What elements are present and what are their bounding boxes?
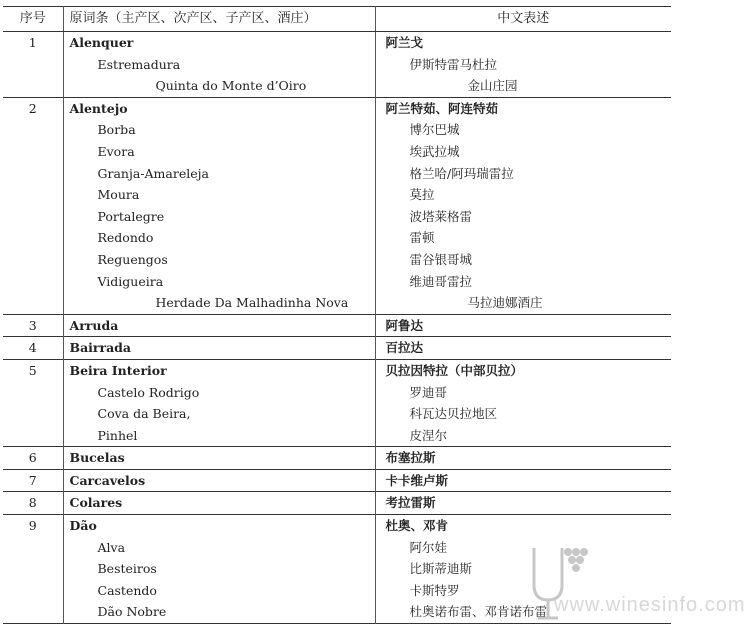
region-name-zh: 杜奥、邓肯: [385, 518, 449, 534]
entry-number-text: 5: [28, 362, 37, 378]
subregion-name-zh: 皮涅尔: [409, 427, 448, 443]
subregion-name-zh: 卡斯特罗: [409, 582, 460, 598]
subregion-name-zh: 杜奥诺布雷、邓肯诺布雷: [409, 604, 548, 620]
header-original: 原词条（主产区、次产区、子产区、酒庄）: [63, 7, 375, 32]
subregion-name: Cova da Beira,: [97, 406, 191, 422]
subregion-name: Castelo Rodrigo: [97, 384, 200, 400]
subregion-name: Moura: [97, 187, 140, 203]
original-terms: [63, 97, 375, 314]
subregion-name: Vidigueira: [97, 273, 164, 289]
subregion-name: Evora: [97, 143, 135, 159]
entry-number-text: 6: [28, 450, 37, 466]
table-row: [3, 469, 671, 492]
region-name-zh: 卡卡维卢斯: [385, 472, 449, 488]
estate-name-zh: 金山庄园: [467, 78, 518, 94]
subregion-name: Borba: [97, 122, 136, 138]
region-name-zh: 贝拉因特拉（中部贝拉）: [385, 362, 524, 378]
subregion-name-zh: 波塔莱格雷: [409, 208, 473, 224]
subregion-name: Dão Nobre: [97, 604, 167, 620]
entry-number: [3, 515, 63, 624]
table-row: [3, 337, 671, 360]
original-terms: [63, 314, 375, 337]
chinese-terms: [375, 492, 671, 515]
subregion-name: Castendo: [97, 582, 157, 598]
region-name: Alenquer: [69, 35, 134, 50]
region-name: Alentejo: [69, 100, 128, 116]
entry-number-text: 7: [28, 472, 37, 488]
subregion-name-zh: 格兰哈/阿玛瑞雷拉: [409, 165, 514, 181]
subregion-name: Estremadura: [97, 56, 181, 72]
entry-number-text: 8: [28, 495, 37, 511]
entry-number: [3, 337, 63, 360]
entry-number: [3, 469, 63, 492]
region-name-zh: 阿兰特茹、阿连特茹: [385, 100, 499, 116]
entry-number: [3, 314, 63, 337]
chinese-terms: [375, 314, 671, 337]
subregion-name-zh: 阿尔娃: [409, 539, 448, 555]
table-row: [3, 359, 671, 446]
region-name-zh: 考拉雷斯: [385, 495, 436, 511]
original-terms: [63, 359, 375, 446]
chinese-terms: [375, 337, 671, 360]
header-chinese: 中文表述: [375, 7, 671, 32]
subregion-name: Redondo: [97, 230, 154, 246]
subregion-name: Besteiros: [97, 561, 157, 577]
chinese-terms: [375, 447, 671, 470]
subregion-name-zh: 博尔巴城: [409, 122, 460, 138]
subregion-name-zh: 雷顿: [409, 230, 435, 246]
table-row: [3, 32, 671, 98]
original-terms: [63, 515, 375, 624]
region-name: Beira Interior: [69, 362, 167, 378]
entry-number-text: 2: [28, 100, 37, 116]
chinese-terms: [375, 359, 671, 446]
subregion-name: Granja-Amareleja: [97, 165, 209, 181]
subregion-name-zh: 罗迪哥: [409, 384, 448, 400]
entry-group: [3, 469, 671, 492]
table-row: [3, 97, 671, 314]
original-terms: [63, 32, 375, 98]
entry-group: [3, 337, 671, 360]
region-name: Bairrada: [69, 340, 132, 356]
region-name: Dão: [69, 518, 97, 534]
watermark: [516, 530, 746, 625]
original-terms: [63, 447, 375, 470]
entry-number: [3, 492, 63, 515]
original-terms: [63, 492, 375, 515]
estate-name: Quinta do Monte d’Oiro: [155, 78, 307, 94]
region-name-zh: 百拉达: [385, 340, 424, 356]
subregion-name: Portalegre: [97, 208, 165, 224]
entry-group: [3, 492, 671, 515]
subregion-name-zh: 雷谷银哥城: [409, 251, 473, 267]
chinese-terms: [375, 32, 671, 98]
original-terms: [63, 469, 375, 492]
subregion-name-zh: 埃武拉城: [409, 143, 460, 159]
subregion-name-zh: 科瓦达贝拉地区: [409, 406, 498, 422]
entry-number-text: 3: [28, 317, 37, 333]
entry-number: [3, 97, 63, 314]
region-name-zh: 阿鲁达: [385, 317, 424, 333]
header-number: 序号: [3, 7, 63, 32]
entry-number: [3, 447, 63, 470]
subregion-name-zh: 莫拉: [409, 187, 435, 203]
entry-number-text: 1: [28, 35, 37, 50]
subregion-name-zh: 伊斯特雷马杜拉: [409, 56, 498, 72]
entry-group: [3, 359, 671, 446]
header-row: [3, 7, 671, 32]
entry-group: [3, 314, 671, 337]
entry-number-text: 9: [28, 518, 37, 534]
subregion-name: Alva: [97, 539, 126, 555]
original-terms: [63, 337, 375, 360]
table-row: [3, 314, 671, 337]
region-name: Colares: [69, 495, 123, 511]
estate-name: Herdade Da Malhadinha Nova: [155, 295, 349, 311]
subregion-name-zh: 维迪哥雷拉: [409, 273, 473, 289]
region-name: Arruda: [69, 317, 119, 333]
table-row: [3, 447, 671, 470]
subregion-name: Pinhel: [97, 427, 138, 443]
estate-name-zh: 马拉迪娜酒庄: [467, 295, 543, 311]
region-name-zh: 阿兰戈: [385, 35, 424, 50]
entry-number: [3, 32, 63, 98]
entry-group: [3, 447, 671, 470]
entry-group: [3, 32, 671, 98]
table-row: [3, 492, 671, 515]
entry-number: [3, 359, 63, 446]
subregion-name: Reguengos: [97, 251, 168, 267]
region-name: Carcavelos: [69, 472, 146, 488]
watermark-text: www.winesinfo.com: [554, 594, 746, 616]
subregion-name-zh: 比斯蒂迪斯: [409, 561, 473, 577]
chinese-terms: [375, 469, 671, 492]
chinese-terms: [375, 97, 671, 314]
region-name-zh: 布塞拉斯: [385, 450, 436, 466]
region-name: Bucelas: [69, 450, 125, 466]
entry-number-text: 4: [28, 340, 37, 356]
entry-group: [3, 97, 671, 314]
